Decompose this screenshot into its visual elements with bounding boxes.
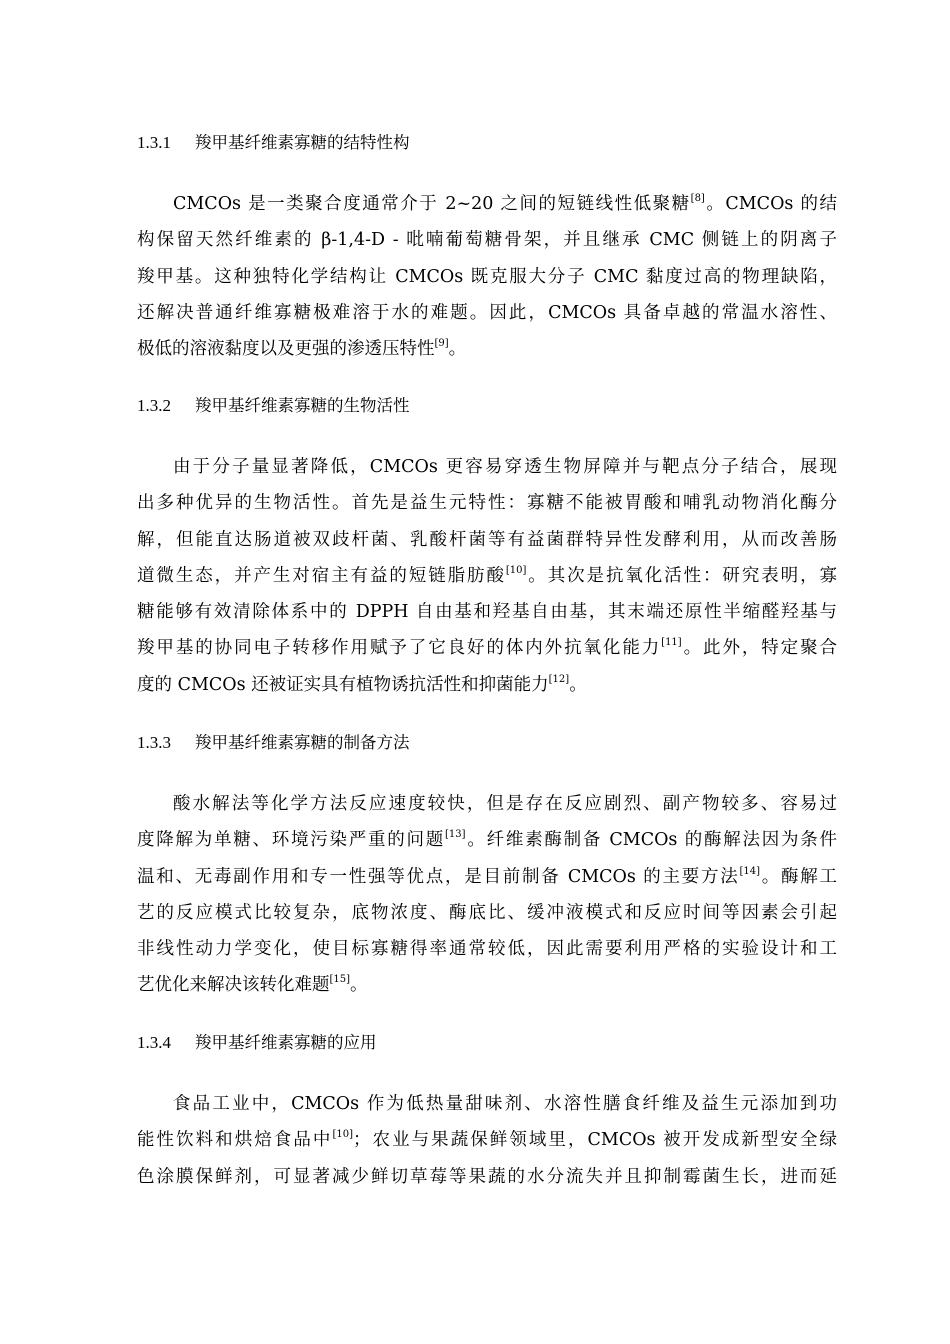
text-line xyxy=(137,931,837,967)
citation-ref: [11] xyxy=(661,637,682,649)
text-segment: 。酶解工 xyxy=(760,866,838,887)
text-segment: 解，但能直达肠道被双歧杆菌、乳酸杆菌等有益菌群特异性发酵利用，从而改善肠 xyxy=(137,529,837,550)
text-line xyxy=(137,822,837,858)
citation-ref: [10] xyxy=(332,1129,353,1141)
text-segment: 非线性动力学变化，使目标寡糖得率通常较低，因此需要利用严格的实验设计和工 xyxy=(137,939,837,960)
citation-ref: [9] xyxy=(434,338,449,350)
citation-ref: [10] xyxy=(505,564,527,576)
text-segment: 糖能够有效清除体系中的 DPPH 自由基和羟基自由基，其末端还原性半缩醛羟基与 xyxy=(137,602,837,623)
text-segment: 色涂膜保鲜剂，可显著减少鲜切草莓等果蔬的水分流失并且抑制霉菌生长，进而延 xyxy=(137,1166,837,1187)
text-segment: 羧甲基的协同电子转移作用赋予了它良好的体内外抗氧化能力 xyxy=(137,638,662,659)
citation-ref: [15] xyxy=(329,974,351,986)
text-segment: 。此外，特定聚合 xyxy=(681,638,838,659)
text-segment: 酸水解法等化学方法反应速度较快，但是存在反应剧烈、副产物较多、容易过 xyxy=(173,794,837,814)
section-heading xyxy=(137,731,837,755)
text-line xyxy=(137,1086,837,1122)
text-segment: 能性饮料和烘焙食品中 xyxy=(137,1130,333,1151)
section-paragraph xyxy=(137,786,837,1004)
text-line xyxy=(137,967,837,1003)
text-segment: 还解决普通纤维寡糖极难溶于水的难题。因此，CMCOs 具备卓越的常温水溶性、 xyxy=(137,302,837,323)
citation-ref: [14] xyxy=(739,865,760,877)
text-line xyxy=(137,895,837,931)
section-title: 羧甲基纤维素寡糖的结特性构 xyxy=(195,133,410,152)
text-segment: 温和、无毒副作用和专一性强等优点，是目前制备 CMCOs 的主要方法 xyxy=(137,866,740,887)
text-line xyxy=(137,859,837,895)
text-segment: 艺优化来解决该转化难题 xyxy=(137,975,330,996)
citation-ref: [8] xyxy=(690,193,705,204)
text-segment: 羧甲基。这种独特化学结构让 CMCOs 既克服大分子 CMC 黏度过高的物理缺陷， xyxy=(137,266,837,287)
text-segment: 。CMCOs 的结 xyxy=(704,194,837,214)
section-paragraph xyxy=(137,186,837,367)
text-line xyxy=(137,594,837,630)
text-line xyxy=(137,522,837,558)
section-number: 1.3.3 xyxy=(137,733,171,752)
text-line xyxy=(137,1122,837,1158)
text-line xyxy=(137,449,837,485)
section-number: 1.3.2 xyxy=(137,396,171,415)
section-number: 1.3.1 xyxy=(137,133,171,152)
text-line xyxy=(137,485,837,521)
text-segment: ；农业与果蔬保鲜领域里，CMCOs 被开发成新型安全绿 xyxy=(352,1130,838,1151)
section-title: 羧甲基纤维素寡糖的应用 xyxy=(195,1033,377,1052)
text-segment: 构保留天然纤维素的 β-1,4-D - 吡喃葡萄糖骨架，并且继承 CMC 侧链上的阴离子 xyxy=(137,230,837,251)
text-line xyxy=(137,1159,837,1195)
text-segment: 度的 CMCOs 还被证实具有植物诱抗活性和抑菌能力 xyxy=(137,674,549,695)
text-segment: 极低的溶液黏度以及更强的渗透压特性 xyxy=(137,339,435,360)
section-heading xyxy=(137,131,837,155)
text-line xyxy=(137,558,837,594)
text-segment: 食品工业中，CMCOs 作为低热量甜味剂、水溶性膳食纤维及益生元添加到功 xyxy=(173,1094,837,1114)
text-line xyxy=(137,667,837,703)
text-segment: 。纤维素酶制备 CMCOs 的酶解法因为条件 xyxy=(465,830,837,851)
text-line xyxy=(137,259,837,295)
text-line xyxy=(137,295,837,331)
text-line xyxy=(137,222,837,258)
section-title: 羧甲基纤维素寡糖的生物活性 xyxy=(195,396,410,415)
section-title: 羧甲基纤维素寡糖的制备方法 xyxy=(195,733,410,752)
section-paragraph xyxy=(137,1086,837,1195)
text-line xyxy=(137,786,837,822)
section-heading xyxy=(137,1031,837,1055)
text-line xyxy=(137,630,837,666)
text-segment: CMCOs 是一类聚合度通常介于 2~20 之间的短链线性低聚糖 xyxy=(173,194,691,214)
text-line xyxy=(137,186,837,222)
section-number: 1.3.4 xyxy=(137,1033,171,1052)
text-segment: 艺的反应模式比较复杂，底物浓度、酶底比、缓冲液模式和反应时间等因素会引起 xyxy=(137,902,837,923)
text-segment: 。 xyxy=(448,339,467,360)
text-segment: 由于分子量显著降低，CMCOs 更容易穿透生物屏障并与靶点分子结合，展现 xyxy=(173,457,837,477)
text-segment: 。 xyxy=(569,674,587,695)
text-segment: 。其次是抗氧化活性：研究表明，寡 xyxy=(526,565,838,586)
text-segment: 。 xyxy=(350,975,368,996)
text-segment: 出多种优异的生物活性。首先是益生元特性：寡糖不能被胃酸和哺乳动物消化酶分 xyxy=(137,493,837,514)
citation-ref: [12] xyxy=(548,673,570,685)
document-page xyxy=(137,0,837,1344)
text-segment: 度降解为单糖、环境污染严重的问题 xyxy=(137,830,446,851)
section-heading xyxy=(137,394,837,418)
citation-ref: [13] xyxy=(445,829,466,841)
text-segment: 道微生态，并产生对宿主有益的短链脂肪酸 xyxy=(137,565,506,586)
section-paragraph xyxy=(137,449,837,703)
text-line xyxy=(137,331,837,367)
